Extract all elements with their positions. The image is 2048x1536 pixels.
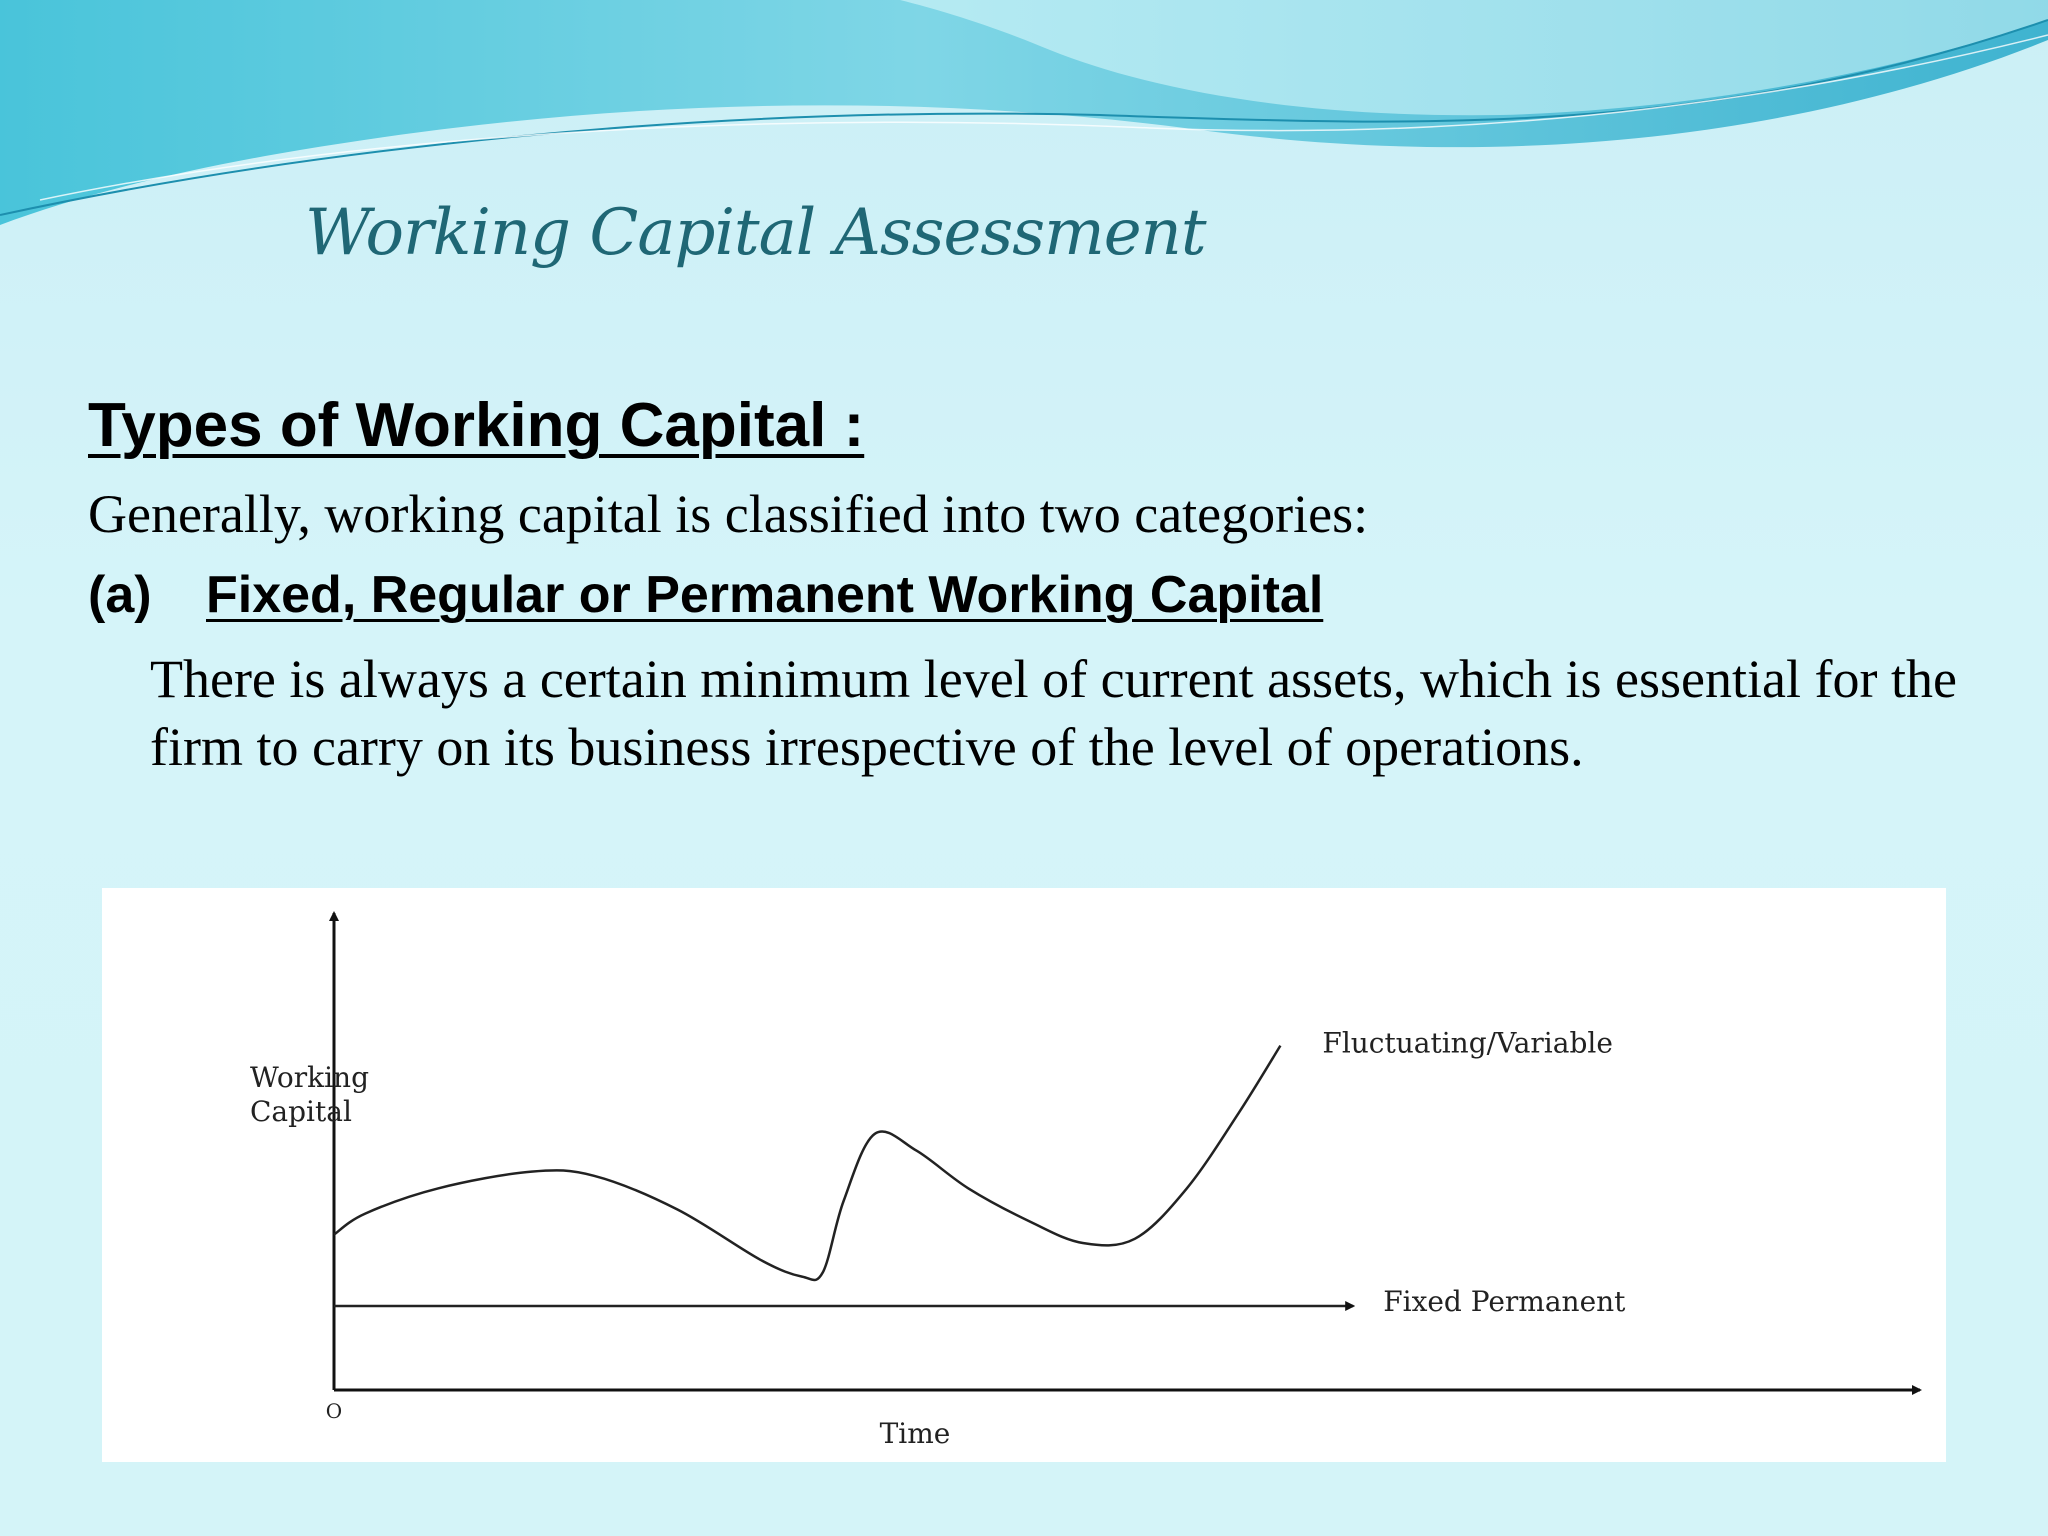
working-capital-chart	[102, 888, 1946, 1462]
series-line-fluctuating	[334, 1046, 1280, 1280]
series-label-fixed: Fixed Permanent	[1383, 1285, 1626, 1318]
chart-canvas	[102, 888, 1946, 1462]
label-layer	[250, 1027, 1626, 1450]
origin-label: O	[325, 1399, 343, 1423]
x-axis-label: Time	[879, 1417, 951, 1450]
section-heading: Types of Working Capital :	[88, 391, 865, 460]
list-item-marker: (a)	[88, 566, 152, 624]
list-item-title: Fixed, Regular or Permanent Working Capital	[206, 566, 1324, 624]
series-layer	[334, 1046, 1353, 1306]
list-item-body: There is always a certain minimum level of current assets, which is essential for the firm to carry on its business irrespective of the level of operations.	[150, 649, 1957, 777]
y-axis-label-line-2: Capital	[250, 1095, 352, 1128]
y-axis-label-line-1: Working	[250, 1061, 369, 1094]
slide-title: Working Capital Assessment	[305, 196, 1206, 270]
series-label-fluctuating: Fluctuating/Variable	[1322, 1026, 1613, 1060]
intro-text: Generally, working capital is classified into two categories:	[88, 484, 1369, 544]
list-item-a-heading	[88, 565, 1323, 625]
